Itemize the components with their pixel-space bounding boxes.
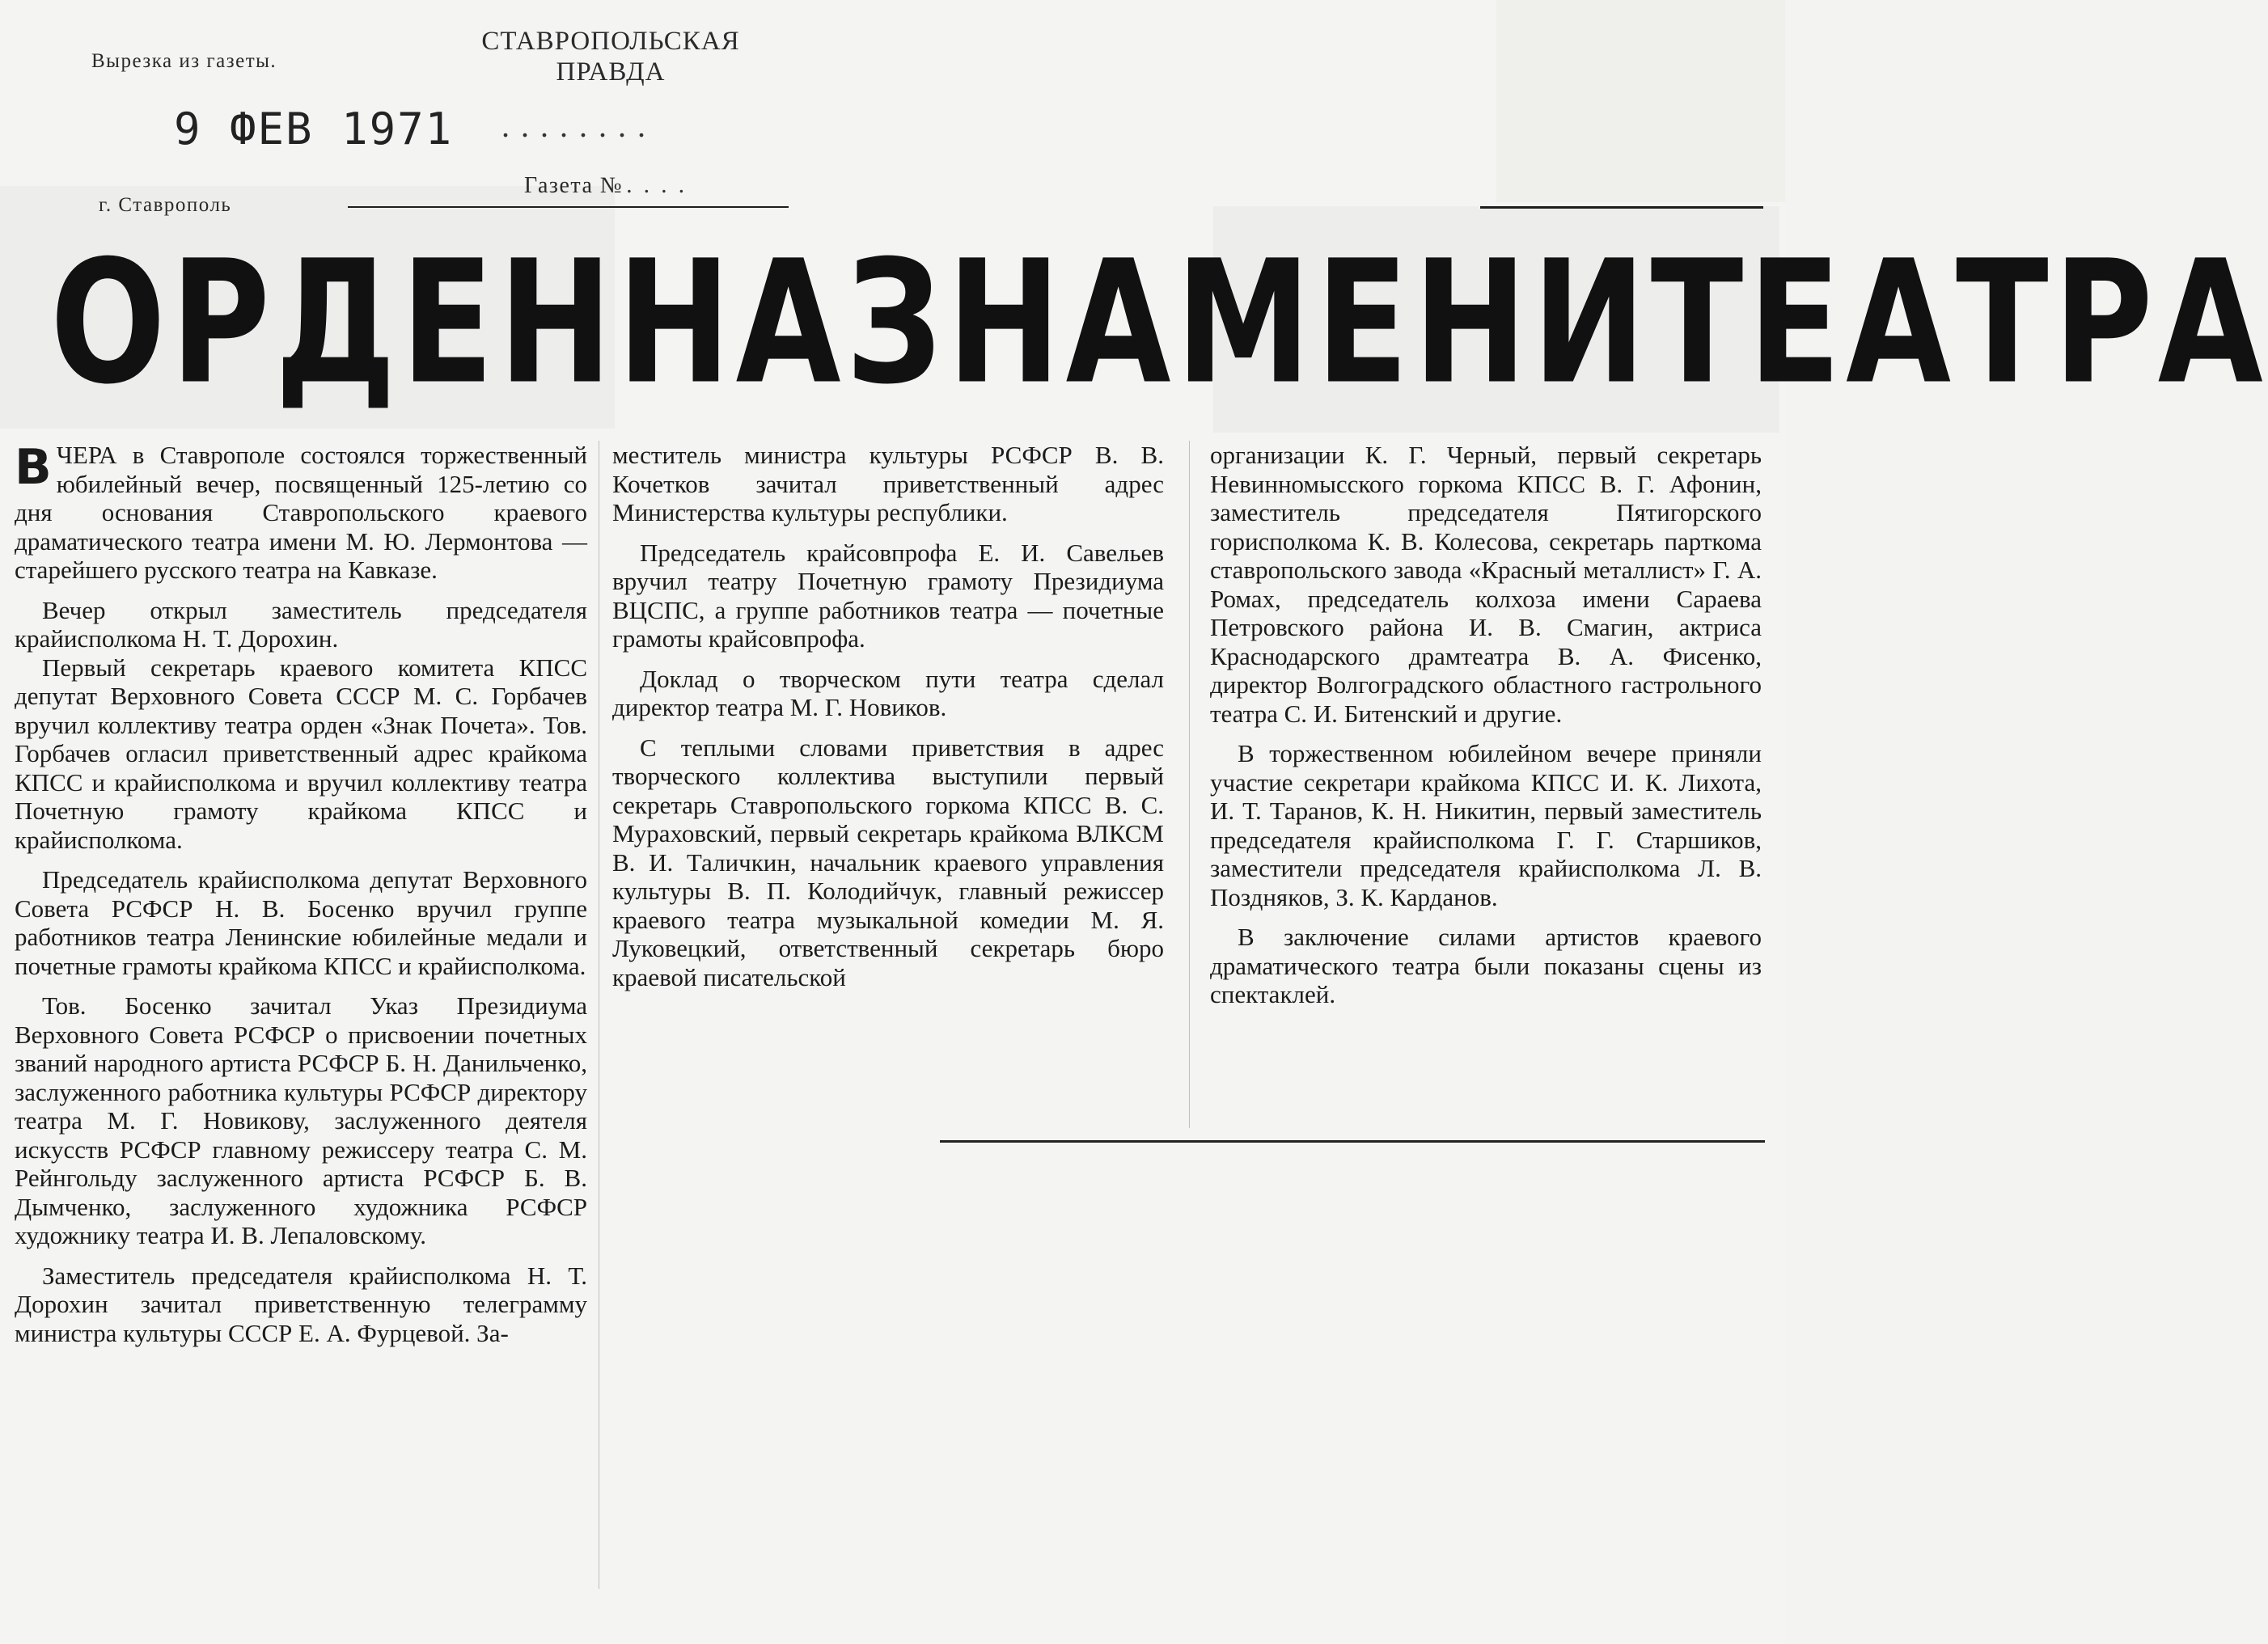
date-dots: ........ (501, 108, 657, 144)
headline (50, 223, 2268, 422)
clipping-label: Вырезка из газеты. (91, 50, 277, 72)
stamp-date: 9 ФЕВ 1971 (174, 104, 454, 154)
paragraph: Председатель крайисполкома депутат Верховного Совета РСФСР Н. В. Босенко вручил группе работников театра Ленинские юбилейные медали и почетные грамоты крайкома КПСС и крайисполкома. (15, 865, 587, 980)
paragraph-text: ЧЕРА в Ставрополе состоялся торжественный юбилейный вечер, посвященный 125-летию со дня основания Ставропольского краевого драматического театра имени М. Ю. Лермонтова — старейшего русского театра на Кавказе. (15, 441, 587, 584)
article-column-3 (1210, 441, 1762, 1021)
newspaper-name-line2: ПРАВДА (556, 57, 666, 87)
headline-word-3: ЗНАМЕНИ (845, 223, 1651, 422)
issue-label: Газета № (524, 173, 624, 198)
paragraph: Первый секретарь краевого комитета КПСС депутат Верховного Совета СССР М. С. Горбачев вручил коллективу театра орден «Знак Почета». Тов. Горбачев огласил приветственный адрес крайкома КПСС и крайисполкома и вручил коллективу театра Почетную грамоту крайкома КПСС и крайисполкома. (15, 653, 587, 854)
paragraph: В заключение силами артистов краевого драматического театра были показаны сцены из спектаклей. (1210, 923, 1762, 1008)
paragraph: В торжественном юбилейном вечере приняли участие секретари крайкома КПСС И. К. Лихота, И. Т. Таранов, К. Н. Никитин, первый заместитель председателя крайисполкома Г. Г. Старшиков, заместители председателя крайисполкома Л. В. Поздняков, З. К. Карданов. (1210, 739, 1762, 911)
issue-dots: .... (626, 171, 696, 198)
paragraph: меститель министра культуры РСФСР В. В. Кочетков зачитал приветственный адрес Министерства культуры республики. (612, 441, 1164, 526)
newspaper-name-line1: СТАВРОПОЛЬСКАЯ (481, 27, 740, 56)
column-divider-right (1189, 441, 1190, 1128)
paragraph: Председатель крайсовпрофа Е. И. Савельев вручил театру Почетную грамоту Президиума ВЦСПС, а группе работников театра — почетные грамоты крайсовпрофа. (612, 538, 1164, 653)
top-right-rule (1480, 206, 1763, 209)
paragraph: С теплыми словами приветствия в адрес творческого коллектива выступили первый секретарь Ставропольского горкома КПСС В. С. Мураховский, первый секретарь крайкома ВЛКСМ В. И. Таличкин, начальник краевого управления культуры В. П. Колодийчук, главный режиссер краевого театра музыкальной комедии М. Я. Луковецкий, ответственный секретарь бюро краевой писательской (612, 733, 1164, 991)
header-rule (348, 206, 789, 208)
clipping-edge-shadow (1496, 0, 1785, 202)
city-label: г. Ставрополь (99, 194, 232, 216)
headline-word-4: ТЕАТРА (1650, 223, 2268, 422)
article-column-2 (612, 441, 1164, 1003)
headline-word-1: ОРДЕН (50, 223, 617, 422)
article-column-1 (15, 441, 587, 1359)
paragraph: Тов. Босенко зачитал Указ Президиума Верховного Совета РСФСР о присвоении почетных званий народного артиста РСФСР Б. Н. Данильченко, заслуженного работника культуры РСФСР директору театра М. Г. Новикову, заслуженного деятеля искусств РСФСР главному режиссеру театра С. М. Рейнгольду заслуженного артиста РСФСР Б. В. Дымченко, заслуженного художника РСФСР художнику театра И. В. Лепаловскому. (15, 991, 587, 1249)
paragraph: Заместитель председателя крайисполкома Н. Т. Дорохин зачитал приветственную телеграмму министра культуры СССР Е. А. Фурцевой. За- (15, 1261, 587, 1347)
paragraph: Вечер открыл заместитель председателя крайисполкома Н. Т. Дорохин. (15, 595, 587, 653)
newspaper-name (461, 26, 760, 87)
issue-number (524, 171, 696, 199)
paragraph (15, 441, 587, 585)
drop-cap: В (15, 439, 52, 496)
headline-word-2: НА (616, 223, 846, 422)
article-end-rule (940, 1140, 1765, 1143)
paragraph: организации К. Г. Черный, первый секретарь Невинномысского горкома КПСС В. Г. Афонин, заместитель председателя Пятигорского горисполкома К. В. Колесова, секретарь парткома ставропольского завода «Красный металлист» Г. А. Ромах, председатель колхоза имени Сараева Петровского района И. В. Смагин, актриса Краснодарского драмтеатра В. А. Фисенко, директор Волгоградского областного гастрольного театра С. И. Битенский и другие. (1210, 441, 1762, 728)
paragraph: Доклад о творческом пути театра сделал директор театра М. Г. Новиков. (612, 664, 1164, 721)
